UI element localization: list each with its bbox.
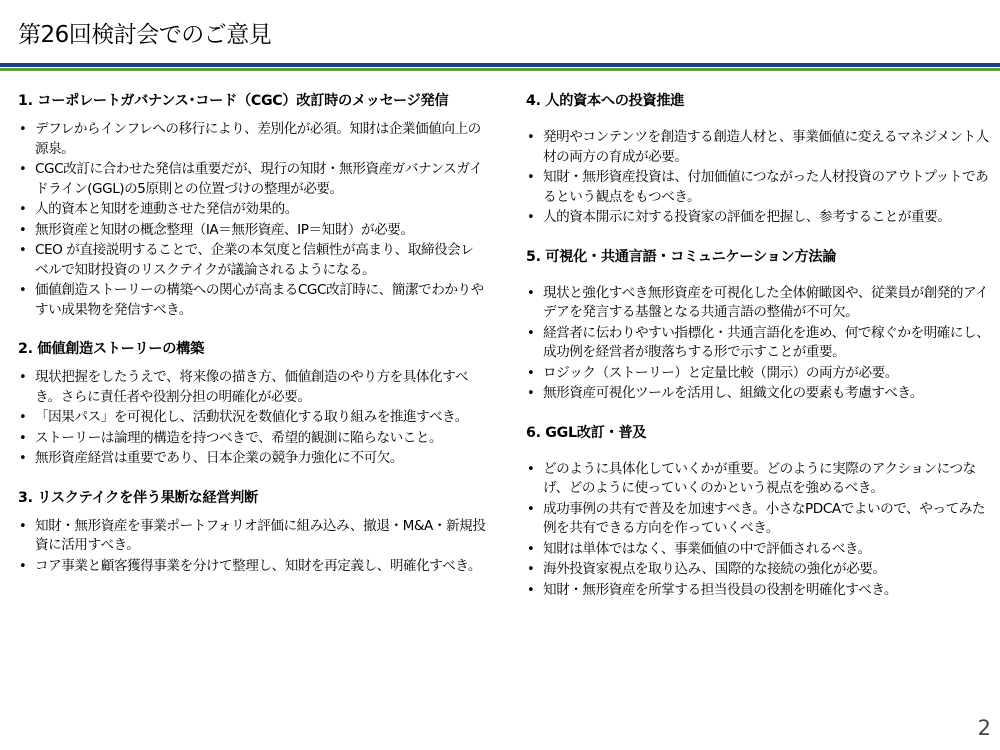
- section-heading: 1. コーポレートガバナンス･コード（CGC）改訂時のメッセージ発信: [18, 93, 449, 109]
- bullet-item: • 知財・無形資産投資は、付加価値につながった人材投資のアウトプットであるという観点をもつべき。: [526, 168, 992, 207]
- bullet-item: • 経営者に伝わりやすい指標化・共通言語化を進め、何で稼ぐかを明確にし、成功例を経営者が腹落ちする形で示すことが重要。: [526, 324, 992, 363]
- bullet-item: • コア事業と顧客獲得事業を分けて整理し、知財を再定義し、明確化すべき。: [18, 557, 486, 577]
- bullet-item: • 人的資本と知財を連動させた発信が効果的。: [18, 200, 486, 220]
- bullet-item: • 海外投資家視点を取り込み、国際的な接続の強化が必要。: [526, 560, 992, 580]
- bullet-item: • 知財・無形資産を事業ポートフォリオ評価に組み込み、撤退・M&A・新規投資に活用すべき。: [18, 517, 486, 556]
- bullet-item: • 現状と強化すべき無形資産を可視化した全体俯瞰図や、従業員が創発的アイデアを発言する基盤となる共通言語の整備が不可欠。: [526, 284, 992, 323]
- bullet-item: • ストーリーは論理的構造を持つべきで、希望的観測に陥らないこと。: [18, 429, 486, 449]
- bullet-item: • 現状把握をしたうえで、将来像の描き方、価値創造のやり方を具体化すべき。さらに責任者や役割分担の明確化が必要。: [18, 368, 486, 407]
- bullet-item: • 「因果パス」を可視化し、活動状況を数値化する取り組みを推進すべき。: [18, 408, 486, 428]
- bullet-item: • 価値創造ストーリーの構築への関心が高まるCGC改訂時に、簡潔でわかりやすい成果物を発信すべき。: [18, 281, 486, 320]
- bullet-item: • 発明やコンテンツを創造する創造人材と、事業価値に変えるマネジメント人材の両方の育成が必要。: [526, 128, 992, 167]
- page-number: 2: [977, 716, 991, 740]
- left-column: [18, 90, 486, 594]
- section-heading: 4. 人的資本への投資推進: [526, 93, 685, 109]
- bullet-list: [526, 460, 992, 601]
- bullet-item: • どのように具体化していくかが重要。どのように実際のアクションにつなげ、どのように使っていくのかという視点を強めるべき。: [526, 460, 992, 499]
- section-heading: 6. GGL改訂・普及: [526, 424, 647, 441]
- bullet-list: [526, 284, 992, 404]
- section-heading: 5. 可視化・共通言語・コミュニケーション方法論: [526, 248, 837, 265]
- bullet-item: • 成功事例の共有で普及を加速すべき。小さなPDCAでよいので、やってみた例を共有できる方向を作っていくべき。: [526, 500, 992, 539]
- bullet-item: • 人的資本開示に対する投資家の評価を把握し、参考することが重要。: [526, 208, 992, 228]
- section-heading: 3. リスクテイクを伴う果断な経営判断: [18, 489, 258, 506]
- title-rule-blue: [0, 63, 1000, 67]
- bullet-item: • デフレからインフレへの移行により、差別化が必須。知財は企業価値向上の源泉。: [18, 120, 486, 159]
- bullet-item: • 無形資産可視化ツールを活用し、組織文化の要素も考慮すべき。: [526, 384, 992, 404]
- bullet-item: • CGC改訂に合わせた発信は重要だが、現行の知財・無形資産ガバナンスガイドライン(GGL)の5原則との位置づけの整理が必要。: [18, 160, 486, 199]
- bullet-item: • ロジック（ストーリー）と定量比較（開示）の両方が必要。: [526, 364, 992, 384]
- title-rule-green: [0, 68, 1000, 71]
- bullet-item: • CEO が直接説明することで、企業の本気度と信頼性が高まり、取締役会レベルで知財投資のリスクテイクが議論されるようになる。: [18, 241, 486, 280]
- bullet-list: [18, 120, 486, 320]
- bullet-list: [526, 128, 992, 228]
- bullet-item: • 知財・無形資産を所掌する担当役員の役割を明確化すべき。: [526, 581, 992, 601]
- bullet-list: [18, 517, 486, 577]
- bullet-item: • 無形資産と知財の概念整理（IA＝無形資産、IP＝知財）が必要。: [18, 221, 486, 241]
- bullet-list: [18, 368, 486, 469]
- bullet-item: • 知財は単体ではなく、事業価値の中で評価されるべき。: [526, 540, 992, 560]
- page-title: 第26回検討会でのご意見: [18, 22, 272, 48]
- bullet-item: • 無形資産経営は重要であり、日本企業の競争力強化に不可欠。: [18, 449, 486, 469]
- right-column: [526, 90, 992, 618]
- section-heading: 2. 価値創造ストーリーの構築: [18, 341, 204, 357]
